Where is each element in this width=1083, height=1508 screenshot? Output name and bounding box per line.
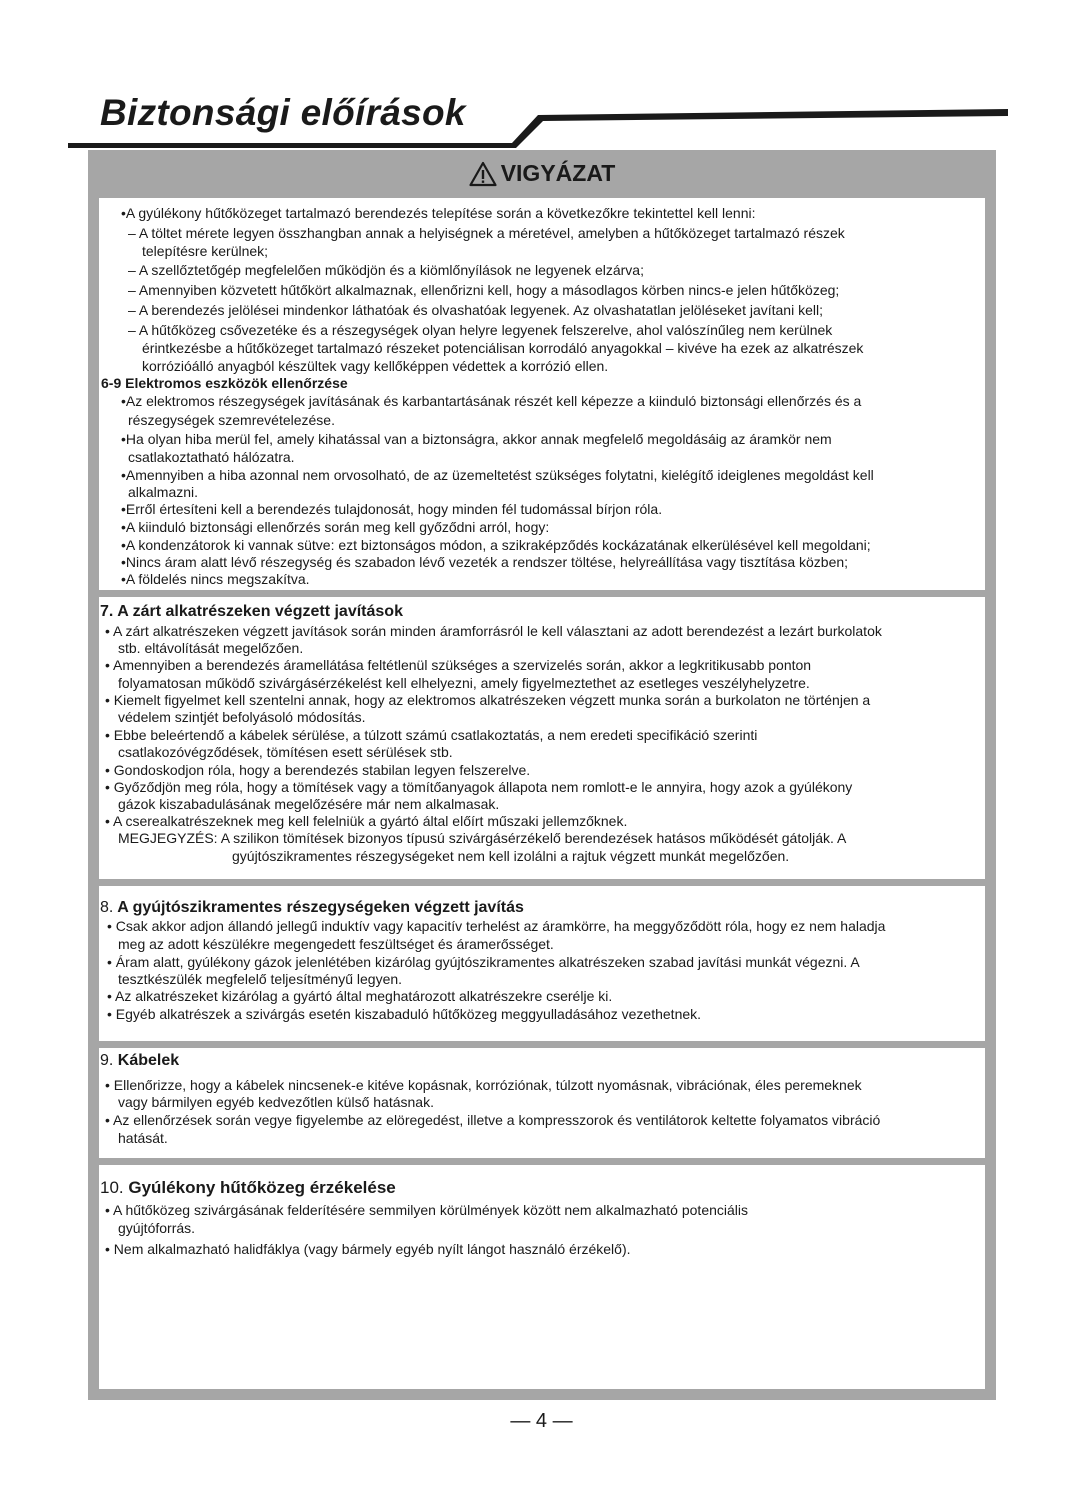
text-line: hatását. [118, 1130, 168, 1146]
text-line: • Ebbe beleértendő a kábelek sérülése, a túlzott számú csatlakoztatás, a nem eredeti specifikáció szerinti [105, 727, 758, 743]
text-line: •A gyúlékony hűtőközeget tartalmazó berendezés telepítése során a következőkre tekintettel kell lenni: [121, 205, 756, 221]
text-line: védelem szintjét befolyásoló módosítás. [118, 709, 366, 725]
text-line: • Amennyiben a berendezés áramellátása feltétlenül szükséges a szervizelés során, akkor a legkritikusabb ponton [105, 657, 812, 673]
caution-banner [88, 150, 996, 197]
section-title: Kábelek [117, 1052, 180, 1069]
text-line: • Kiemelt figyelmet kell szentelni annak, hogy az elektromos alkatrészeken végzett munka során a burkolaton ne történjen a [105, 692, 871, 708]
text-line: • Egyéb alkatrészek a szivárgás esetén kiszabaduló hűtőközeg meggyulladásához vezethetnek. [107, 1006, 702, 1022]
text-line: • A hűtőközeg szivárgásának felderítésére semmilyen körülmények között nem alkalmazható potenciális [105, 1202, 749, 1218]
header-rule [0, 0, 1083, 160]
page-number: — 4 — [510, 1410, 573, 1432]
page-title: Biztonsági előírások [100, 92, 466, 133]
section-heading: 7. A zárt alkatrészeken végzett javítások [100, 603, 403, 620]
text-line: – A szellőztetőgép megfelelően működjön és a kiömlőnyílások ne legyenek elzárva; [128, 262, 644, 278]
section-number: 9. [100, 1052, 114, 1069]
section-heading [100, 899, 524, 916]
text-line: •A földelés nincs megszakítva. [121, 571, 310, 587]
text-line: korrózióálló anyagból készültek vagy kellőképpen védettek a korrózió ellen. [142, 358, 609, 374]
text-line: • A cserealkatrészeknek meg kell felelniük a gyártó által előírt műszaki jellemzőknek. [105, 813, 628, 829]
section-7 [99, 597, 985, 879]
section-heading: 6-9 Elektromos eszközök ellenőrzése [101, 375, 348, 391]
text-line: • Az ellenőrzések során vegye figyelembe az elöregedést, illetve a kompresszorok és ventilátorok keltette folyamatos vibráció [105, 1112, 881, 1128]
section-title: A gyújtószikramentes részegységeken végzett javítás [117, 899, 524, 916]
text-line: telepítésre kerülnek; [142, 243, 269, 259]
text-line: részegységek szemrevételezése. [128, 412, 335, 428]
text-line: •Erről értesíteni kell a berendezés tulajdonosát, hogy minden fél tudomással bírjon róla. [121, 501, 663, 517]
caution-label: VIGYÁZAT [500, 160, 616, 186]
text-line: gyújtóforrás. [118, 1220, 196, 1236]
warning-triangle-icon [469, 161, 497, 187]
text-line: csatlakoztatható hálózatra. [128, 449, 295, 465]
text-line: – A hűtőközeg csővezetéke és a részegységek olyan helyre legyenek felszerelve, ahol valószínűleg nem kerülnek [128, 322, 833, 338]
text-line: csatlakozóvégződések, tömítésen esett sérülések stb. [118, 744, 453, 760]
text-line: folyamatosan működő szivárgásérzékelést kell elhelyezni, amely figyelmeztethet az esetleges veszélyhelyzetre. [118, 675, 810, 691]
text-line: érintkezésbe a hűtőközeget tartalmazó részeket potenciálisan korrodáló anyagokkal – kivéve ha ezek az alkatrészek [142, 340, 864, 356]
section-9 [99, 1048, 985, 1158]
text-line: •Amennyiben a hiba azonnal nem orvosolható, de az üzemeltetést szükséges folytatni, kielégítő ideiglenes megoldást kell [121, 467, 874, 483]
text-line: gázok kiszabadulásának megelőzésére már nem alkalmasak. [118, 796, 500, 812]
section-number: 10. [100, 1178, 124, 1197]
text-line: tesztkészülék megfelelő teljesítményű legyen. [118, 971, 403, 987]
text-line: meg az adott készülékre megengedett feszültséget és áramerősséget. [118, 936, 554, 952]
note-line: gyújtószikramentes részegységeket nem kell izolálni a rajtuk végzett munkát megelőzően. [232, 848, 790, 864]
text-line: •A kondenzátorok ki vannak sütve: ezt biztonságos módon, a szikraképződés kockázatának elkerülésével kell megoldani; [121, 537, 871, 553]
text-line: • Ellenőrizze, hogy a kábelek nincsenek-e kitéve kopásnak, korróziónak, túlzott nyomásnak, vibrációnak, éles peremeknek [105, 1077, 862, 1093]
text-line: •A kiinduló biztonsági ellenőrzés során meg kell győződni arról, hogy: [121, 519, 550, 535]
text-line: • Győződjön meg róla, hogy a tömítések vagy a tömítőanyagok állapota nem romlott-e le annyira, hogy azok a gyúlékony [105, 779, 853, 795]
section-8 [99, 886, 985, 1041]
text-line: •Nincs áram alatt lévő részegység és szabadon lévő vezeték a rendszer töltése, helyreállítása vagy tisztítása közben; [121, 554, 849, 570]
text-line: – Amennyiben közvetett hűtőkört alkalmaznak, ellenőrizni kell, hogy a másodlagos körben nincs-e jelen hűtőközeg; [128, 282, 840, 298]
text-line: alkalmazni. [128, 484, 199, 500]
text-line: • Nem alkalmazható halidfáklya (vagy bármely egyéb nyílt lángot használó érzékelő). [105, 1241, 631, 1257]
text-line: – A berendezés jelölései mindenkor láthatóak és olvashatóak legyenek. Az olvashatatlan jelöléseket javítani kell; [128, 302, 823, 318]
text-line: • Gondoskodjon róla, hogy a berendezés stabilan legyen felszerelve. [105, 762, 531, 778]
text-line: vagy bármilyen egyéb kedvezőtlen külső hatásnak. [118, 1094, 434, 1110]
text-line: • Az alkatrészeket kizárólag a gyártó által meghatározott alkatrészekre cserélje ki. [107, 988, 613, 1004]
section-heading [100, 1052, 179, 1069]
section-title: Gyúlékony hűtőközeg érzékelése [128, 1178, 396, 1197]
section-10 [99, 1165, 985, 1389]
section-refrigerant-installation [99, 198, 985, 590]
text-line: – A töltet mérete legyen összhangban annak a helyiségnek a méretével, amelyben a hűtőközeget tartalmazó részek [128, 225, 845, 241]
text-line: • Áram alatt, gyúlékony gázok jelenlétében kizárólag gyújtószikramentes alkatrészeken szabad javítási munkát végezni. A [107, 954, 860, 970]
text-line: • A zárt alkatrészeken végzett javítások során minden áramforrásról le kell választani az adott berendezést a lezárt burkolatok [105, 623, 882, 639]
text-line: • Csak akkor adjon állandó jellegű induktív vagy kapacitív terhelést az áramkörre, ha meggyőződött róla, hogy ez nem haladja [107, 918, 886, 934]
section-number: 8. [100, 899, 114, 916]
note-line: MEGJEGYZÉS: A szilikon tömítések bizonyos típusú szivárgásérzékelő berendezések hatásos működését gátolják. A [118, 830, 847, 846]
text-line: stb. eltávolítását megelőzően. [118, 640, 304, 656]
text-line: •Az elektromos részegységek javításának és karbantartásának részét kell képezze a kiinduló biztonsági ellenőrzés és a [121, 393, 862, 409]
text-line: •Ha olyan hiba merül fel, amely kihatással van a biztonságra, akkor annak megfelelő megoldásáig az áramkör nem [121, 431, 832, 447]
section-heading [100, 1179, 396, 1196]
